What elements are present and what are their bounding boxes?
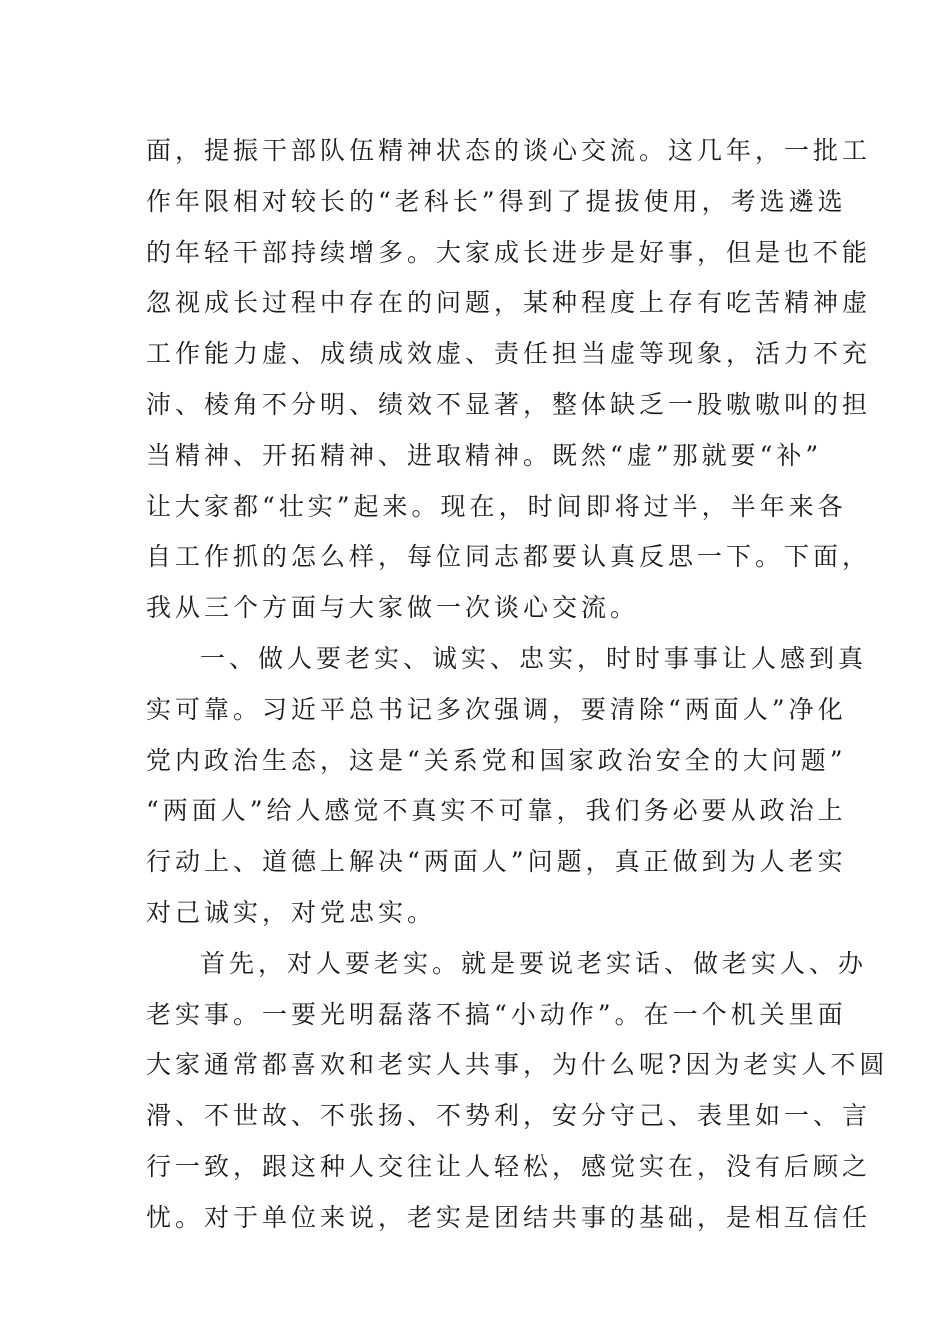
text-line: 面，提振干部队伍精神状态的谈心交流。这几年，一批工 [146, 136, 872, 165]
text-line: 自工作抓的怎么样，每位同志都要认真反思一下。下面， [146, 542, 872, 572]
text-line: 行一致，跟这种人交往让人轻松，感觉实在，没有后顾之 [146, 1151, 872, 1181]
text-line: 当精神、开拓精神、进取精神。既然“虚”那就要“补” [146, 440, 823, 470]
text-line: 的年轻干部持续增多。大家成长进步是好事，但是也不能 [146, 237, 872, 267]
text-line: 忧。对于单位来说，老实是团结共事的基础，是相互信任 [146, 1202, 872, 1232]
text-line: 工作能力虚、成绩成效虚、责任担当虚等现象，活力不充 [146, 339, 872, 369]
text-line: “两面人”给人感觉不真实不可靠，我们务必要从政治上 [146, 796, 847, 826]
section-heading-line: 一、做人要老实、诚实、忠实，时时事事让人感到真 [200, 643, 868, 673]
text-line: 党内政治生态，这是“关系党和国家政治安全的大问题” [146, 745, 847, 775]
text-line: 让大家都“壮实”起来。现在，时间即将过半，半年来各 [146, 491, 847, 521]
text-line: 滑、不世故、不张扬、不势利，安分守己、表里如一、言 [146, 1101, 872, 1131]
document-body [146, 126, 889, 1244]
text-line: 沛、棱角不分明、绩效不显著，整体缺乏一股嗷嗷叫的担 [146, 389, 872, 419]
text-line: 实可靠。习近平总书记多次强调，要清除“两面人”净化 [146, 694, 847, 724]
text-line: 我从三个方面与大家做一次谈心交流。 [146, 593, 640, 623]
text-line: 行动上、道德上解决“两面人”问题，真正做到为人老实 [146, 847, 847, 877]
text-line: 大家通常都喜欢和老实人共事，为什么呢?因为老实人不圆 [146, 1050, 889, 1080]
text-line: 对己诚实，对党忠实。 [146, 897, 437, 927]
text-line: 忽视成长过程中存在的问题，某种程度上存有吃苦精神虚 [146, 288, 872, 318]
text-line: 老实事。一要光明磊落不搞“小动作”。在一个机关里面 [146, 999, 847, 1029]
text-line: 作年限相对较长的“老科长”得到了提拔使用，考选遴选 [146, 186, 847, 216]
paragraph-start-line: 首先，对人要老实。就是要说老实话、做老实人、办 [200, 948, 868, 978]
